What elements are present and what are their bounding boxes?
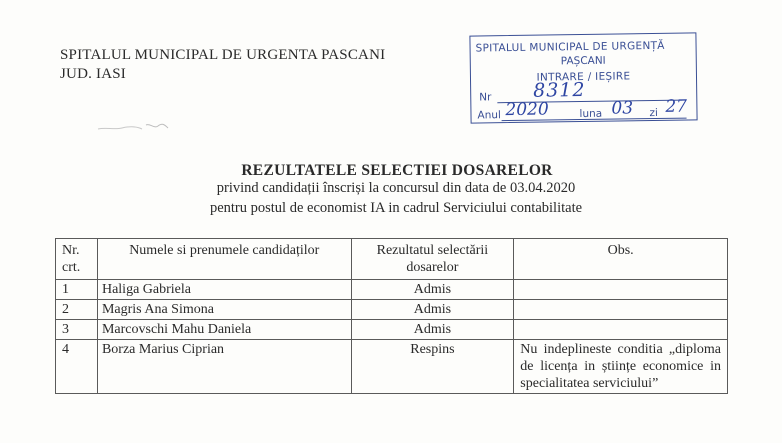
- cell-nr: 3: [56, 320, 98, 340]
- cell-name: Borza Marius Ciprian: [97, 340, 351, 394]
- cell-nr: 1: [56, 280, 98, 300]
- institution-header: [60, 46, 385, 84]
- cell-obs: Nu indeplineste conditia „diploma de licența in științe economice in specialitatea serviciului”: [514, 340, 728, 394]
- header-nr: Nr. crt.: [56, 239, 98, 280]
- cell-nr: 2: [56, 300, 98, 320]
- header-obs: Obs.: [514, 239, 728, 280]
- table-row: [56, 280, 728, 300]
- stamp-city: PAȘCANI: [560, 54, 606, 68]
- header-name: Numele si prenumele candidaților: [97, 239, 351, 280]
- results-table: [55, 238, 728, 394]
- stamp-nr-value: 8312: [533, 78, 586, 102]
- faint-scan-mark: [96, 120, 186, 134]
- cell-name: Marcovschi Mahu Daniela: [97, 320, 351, 340]
- stamp-entry-exit: INTRARE / IEȘIRE: [536, 70, 631, 84]
- stamp-day-value: 27: [665, 96, 688, 117]
- cell-name: Haliga Gabriela: [97, 280, 351, 300]
- cell-obs: [514, 280, 728, 300]
- cell-result: Admis: [351, 280, 514, 300]
- institution-county: JUD. IASI: [60, 66, 126, 82]
- cell-name: Magris Ana Simona: [97, 300, 351, 320]
- stamp-month-value: 03: [611, 98, 634, 119]
- registration-stamp: [469, 32, 697, 123]
- cell-result: Respins: [351, 340, 514, 394]
- institution-name: SPITALUL MUNICIPAL DE URGENTA PASCANI: [60, 47, 386, 63]
- cell-obs: [514, 320, 728, 340]
- stamp-day-label: zi: [649, 106, 659, 120]
- cell-result: Admis: [351, 300, 514, 320]
- stamp-year-label: Anul: [477, 109, 502, 122]
- stamp-hospital-name: SPITALUL MUNICIPAL DE URGENȚĂ: [475, 39, 665, 55]
- cell-obs: [514, 300, 728, 320]
- table-row: [56, 320, 728, 340]
- stamp-month-label: luna: [579, 107, 603, 121]
- table-row: [56, 300, 728, 320]
- table-row: [56, 340, 728, 394]
- document-title: REZULTATELE SELECTIEI DOSARELOR: [241, 162, 553, 179]
- cell-nr: 4: [56, 340, 98, 394]
- cell-result: Admis: [351, 320, 514, 340]
- stamp-year-value: 2020: [505, 99, 549, 121]
- header-result: Rezultatul selectării dosarelor: [351, 239, 514, 280]
- document-subtitle-line2: pentru postul de economist IA in cadrul Serviciului contabilitate: [209, 200, 583, 216]
- stamp-nr-label: Nr: [479, 91, 492, 104]
- table-header-row: [56, 239, 728, 280]
- document-subtitle-line1: privind candidații înscriși la concursul din data de 03.04.2020: [216, 180, 576, 196]
